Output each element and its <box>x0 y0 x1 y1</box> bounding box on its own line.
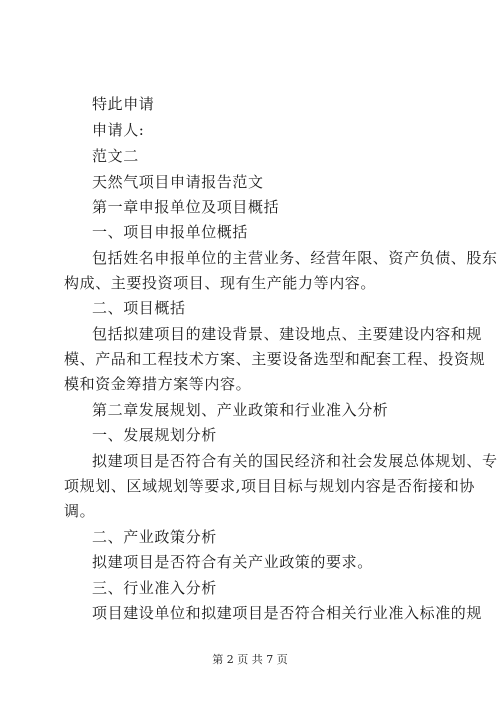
subsection-heading: 二、产业政策分析 <box>92 528 217 546</box>
text-line: 拟建项目是否符合有关产业政策的要求。 <box>92 553 373 571</box>
text-line: 包括拟建项目的建设背景、建设地点、主要建设内容和规 <box>92 325 483 343</box>
section-heading: 第一章申报单位及项目概括 <box>92 198 280 216</box>
text-line: 模和资金筹措方案等内容。 <box>64 375 252 393</box>
text-line: 包括姓名申报单位的主营业务、经营年限、资产负债、股东 <box>92 249 498 267</box>
section-heading: 第二章发展规划、产业政策和行业准入分析 <box>92 401 389 419</box>
subsection-heading: 一、项目申报单位概括 <box>92 223 249 241</box>
text-line: 天然气项目申请报告范文 <box>92 173 264 191</box>
subsection-heading: 三、行业准入分析 <box>92 579 217 597</box>
text-line: 项目建设单位和拟建项目是否符合相关行业准入标准的规 <box>92 604 483 622</box>
text-line: 范文二 <box>92 147 139 165</box>
text-line: 拟建项目是否符合有关的国民经济和社会发展总体规划、专 <box>92 452 498 470</box>
text-line: 特此申请 <box>92 95 155 113</box>
text-line: 申请人: <box>92 121 145 139</box>
page-footer: 第 2 页 共 7 页 <box>212 653 288 666</box>
text-line: 构成、主要投资项目、现有生产能力等内容。 <box>64 274 377 292</box>
subsection-heading: 二、项目概括 <box>92 299 186 317</box>
text-line: 项规划、区域规划等要求,项目目标与规划内容是否衔接和协 <box>64 477 475 495</box>
subsection-heading: 一、发展规划分析 <box>92 426 217 444</box>
text-line: 模、产品和工程技术方案、主要设备选型和配套工程、投资规 <box>64 350 486 368</box>
text-line: 调。 <box>64 502 96 520</box>
